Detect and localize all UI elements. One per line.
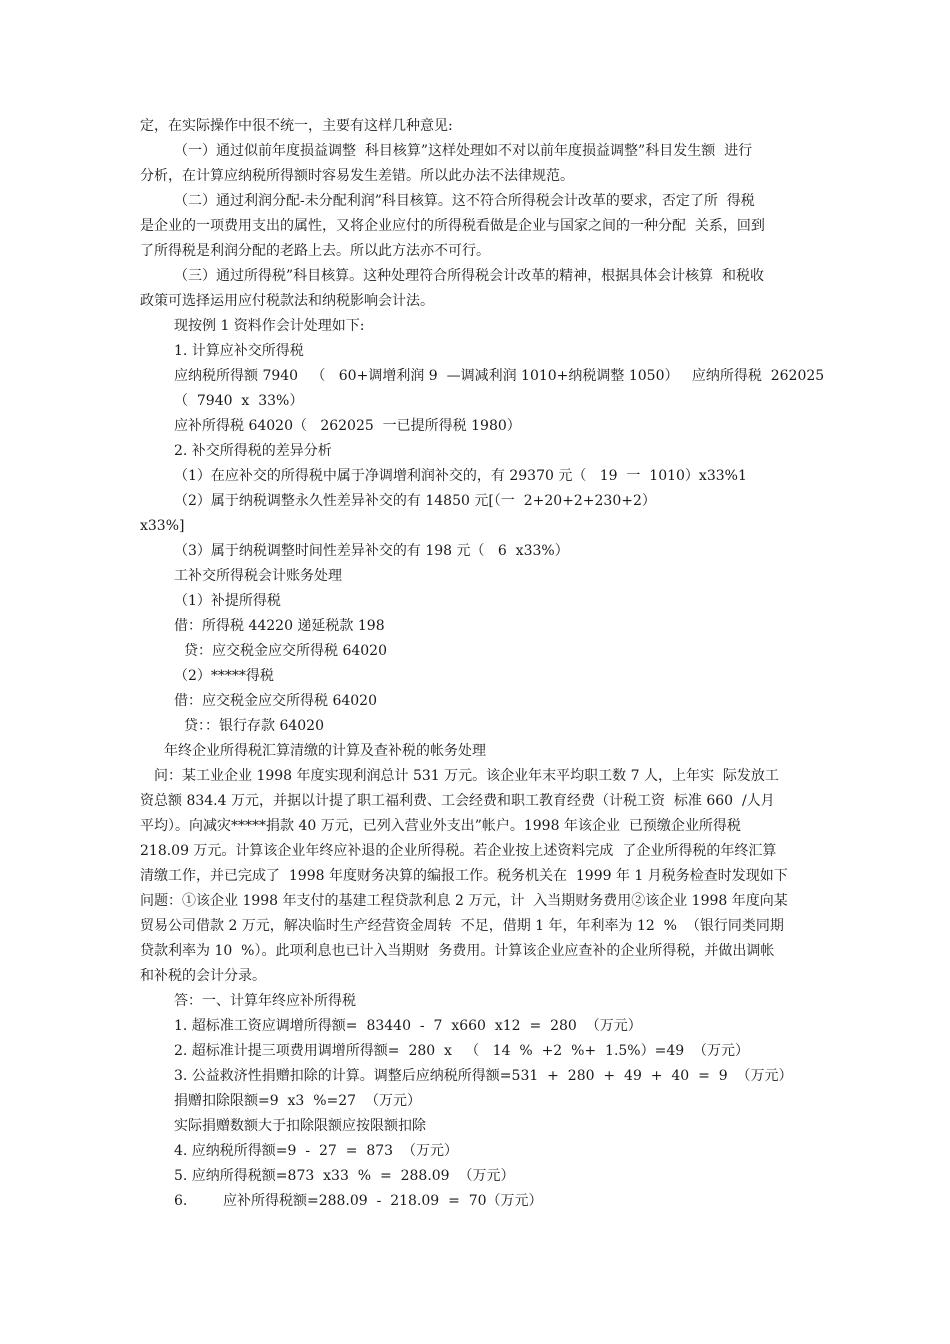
text-line: （2）属于纳税调整永久性差异补交的有 14850 元[（一 2+20+2+230+2） bbox=[174, 493, 656, 509]
text-line: 答：一、计算年终应补所得税 bbox=[174, 993, 356, 1009]
text-line: 了所得税是利润分配的老路上去。所以此方法亦不可行。 bbox=[140, 243, 490, 259]
text-line: 2. 超标准计提三项费用调增所得额= 280 x （ 14 % +2 %+ 1.5%）=49 （万元） bbox=[174, 1043, 750, 1059]
text-line: 问题：①该企业 1998 年支付的基建工程贷款利息 2 万元，计 入当期财务费用②该企业 1998 年度向某 bbox=[140, 893, 788, 909]
text-line: x33%] bbox=[140, 518, 185, 534]
text-line: 1. 计算应补交所得税 bbox=[174, 343, 304, 359]
text-line: （ 7940 x 33%） bbox=[174, 393, 304, 409]
text-line: 实际捐赠数额大于扣除限额应按限额扣除 bbox=[174, 1118, 426, 1134]
text-line: 4. 应纳税所得额=9 - 27 = 873 （万元） bbox=[174, 1143, 458, 1159]
text-line: 6. 应补所得税额=288.09 - 218.09 = 70（万元） bbox=[174, 1193, 543, 1209]
text-line: 年终企业所得税汇算清缴的计算及查补税的帐务处理 bbox=[164, 743, 486, 759]
text-line: 借：应交税金应交所得税 64020 bbox=[174, 693, 377, 709]
text-line: 问：某工业企业 1998 年度实现利润总计 531 万元。该企业年末平均职工数 7 人，上年实 际发放工 bbox=[154, 768, 779, 784]
text-line: 资总额 834.4 万元，并据以计提了职工福利费、工会经费和职工教育经费（计税工资 标准 660 /人月 bbox=[140, 793, 775, 809]
text-line: 应补所得税 64020（ 262025 一已提所得税 1980） bbox=[174, 418, 521, 434]
text-line: 工补交所得税会计账务处理 bbox=[174, 568, 342, 584]
text-line: 贷：应交税金应交所得税 64020 bbox=[184, 643, 387, 659]
text-line: 1. 超标准工资应调增所得额= 83440 - 7 x660 x12 = 280 （万元） bbox=[174, 1018, 642, 1034]
text-line: 5. 应纳所得税额=873 x33 % = 288.09 （万元） bbox=[174, 1168, 515, 1184]
text-line: 平均）。向减灾*****捐款 40 万元，已列入营业外支出”帐户。1998 年该企业 已预缴企业所得税 bbox=[140, 818, 741, 834]
text-line: （1）补提所得税 bbox=[174, 593, 281, 609]
text-line: 清缴工作，并已完成了 1998 年度财务决算的编报工作。税务机关在 1999 年 1 月税务检查时发现如下 bbox=[140, 868, 788, 884]
text-line: 2. 补交所得税的差异分析 bbox=[174, 443, 332, 459]
text-line: 贷：：银行存款 64020 bbox=[184, 718, 324, 734]
text-line: 政策可选择运用应付税款法和纳税影响会计法。 bbox=[140, 293, 434, 309]
text-line: 分析，在计算应纳税所得额时容易发生差错。所以此办法不法律规范。 bbox=[140, 168, 574, 184]
text-line: （二）通过利润分配-未分配利润”科目核算。这不符合所得税会计改革的要求，否定了所 得税 bbox=[174, 193, 755, 209]
text-line: 定，在实际操作中很不统一，主要有这样几种意见: bbox=[140, 118, 453, 134]
text-line: （3）属于纳税调整时间性差异补交的有 198 元（ 6 x33%） bbox=[174, 543, 569, 559]
text-line: 和补税的会计分录。 bbox=[140, 968, 266, 984]
text-line: 218.09 万元。计算该企业年终应补退的企业所得税。若企业按上述资料完成 了企业所得税的年终汇算 bbox=[140, 843, 777, 859]
text-line: （2）*****得税 bbox=[174, 668, 274, 684]
text-line: 应纳税所得额 7940 （ 60+调增利润 9 —调减利润 1010+纳税调整 1050） 应纳所得税 262025 bbox=[174, 368, 825, 384]
text-line: （一）通过似前年度损益调整 科目核算”这样处理如不对以前年度损益调整”科目发生额 进行 bbox=[174, 143, 753, 159]
text-line: （1）在应补交的所得税中属于净调增利润补交的，有 29370 元（ 19 一 1010）x33%1 bbox=[174, 468, 747, 484]
text-line: 贸易公司借款 2 万元，解决临时生产经营资金周转 不足，借期 1 年，年利率为 12 % （银行同类同期 bbox=[140, 918, 784, 934]
text-line: 捐赠扣除限额=9 x3 %=27 （万元） bbox=[174, 1093, 421, 1109]
text-line: 借：所得税 44220 递延税款 198 bbox=[174, 618, 385, 634]
text-line: 3. 公益救济性捐赠扣除的计算。调整后应纳税所得额=531 + 280 + 49 + 40 = 9 （万元） bbox=[174, 1068, 793, 1084]
text-line: （三）通过所得税”科目核算。这种处理符合所得税会计改革的精神，根据具体会计核算 和税收 bbox=[174, 268, 765, 284]
text-line: 现按例 1 资料作会计处理如下: bbox=[174, 318, 365, 334]
text-line: 贷款利率为 10 %）。此项利息也已计入当期财 务费用。计算该企业应查补的企业所得税，并做出调帐 bbox=[140, 943, 775, 959]
text-line: 是企业的一项费用支出的属性，又将企业应付的所得税看做是企业与国家之间的一种分配 关系，回到 bbox=[140, 218, 765, 234]
